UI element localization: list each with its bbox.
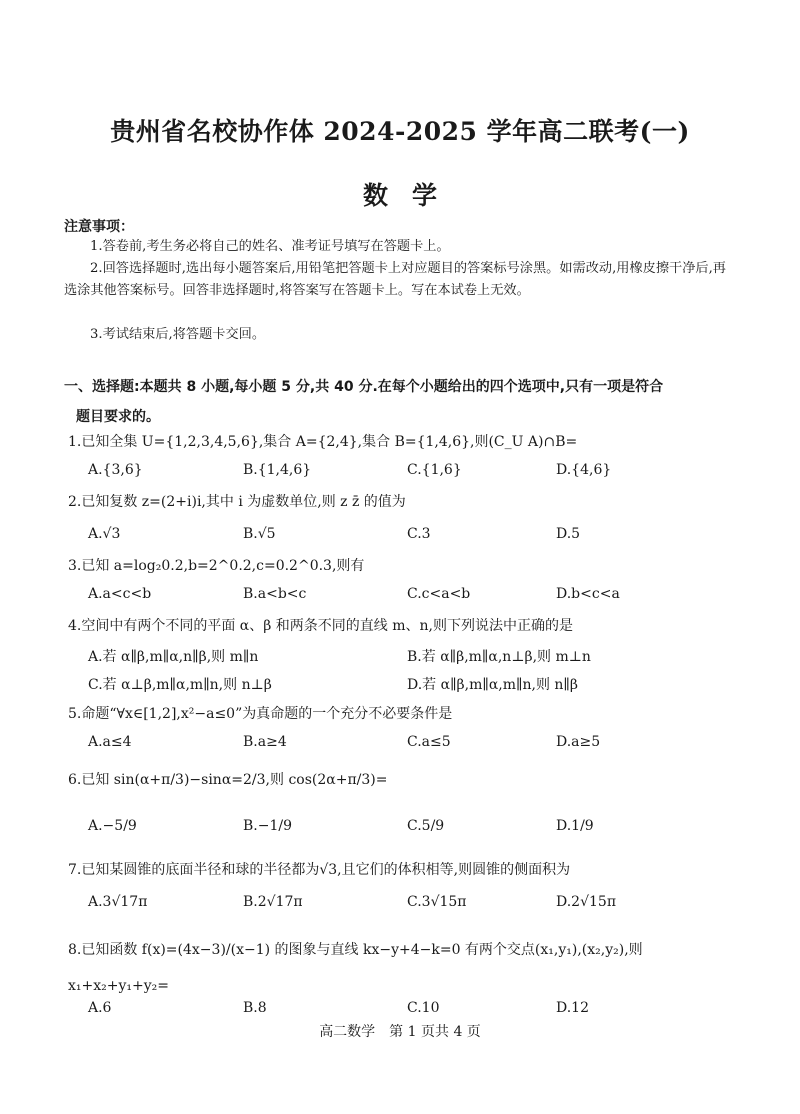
question-3-options <box>88 586 748 608</box>
question-4-stem <box>68 616 738 636</box>
question-2-options <box>88 526 748 548</box>
question-6-options <box>88 818 748 840</box>
question-7-text: 7.已知某圆锥的底面半径和球的半径都为√3,且它们的体积相等,则圆锥的侧面积为 <box>68 862 571 878</box>
question-4-text: 4.空间中有两个不同的平面 α、β 和两条不同的直线 m、n,则下列说法中正确的是 <box>68 618 573 634</box>
q2-option-b[interactable]: B.√5 <box>243 526 276 542</box>
question-1-stem <box>68 432 738 452</box>
section-heading-line1: 一、选择题:本题共 8 小题,每小题 5 分,共 40 分.在每个小题给出的四个选项中,只有一项是符合 <box>64 379 664 395</box>
question-8-text: 8.已知函数 f(x)=(4x−3)/(x−1) 的图象与直线 kx−y+4−k=0 有两个交点(x₁,y₁),(x₂,y₂),则 x₁+x₂+y₁+y₂= <box>68 942 643 994</box>
section-heading <box>64 372 736 432</box>
question-6-stem <box>68 770 738 790</box>
q4-option-c[interactable]: C.若 α⊥β,m∥α,m∥n,则 n⊥β <box>88 677 272 693</box>
q7-option-d[interactable]: D.2√15π <box>556 894 617 910</box>
question-7-stem <box>68 860 738 880</box>
question-5-stem <box>68 704 738 724</box>
page-footer: 高二数学 第 1 页共 4 页 <box>319 1024 481 1040</box>
q1-option-d[interactable]: D.{4,6} <box>556 462 612 478</box>
q1-option-c[interactable]: C.{1,6} <box>407 462 462 478</box>
q5-option-c[interactable]: C.a≤5 <box>407 734 451 750</box>
q6-option-b[interactable]: B.−1/9 <box>243 818 292 834</box>
question-5-text: 5.命题“∀x∈[1,2],x²−a≤0”为真命题的一个充分不必要条件是 <box>68 706 453 722</box>
q8-option-c[interactable]: C.10 <box>407 1000 440 1016</box>
question-3-text: 3.已知 a=log₂0.2,b=2^0.2,c=0.2^0.3,则有 <box>68 558 365 574</box>
q3-option-b[interactable]: B.a<b<c <box>243 586 307 602</box>
question-1-options <box>88 462 748 484</box>
q7-option-c[interactable]: C.3√15π <box>407 894 467 910</box>
q5-option-d[interactable]: D.a≥5 <box>556 734 601 750</box>
question-7-options <box>88 894 748 916</box>
notice-heading: 注意事项： <box>64 219 134 235</box>
notice-item-1: 1.答卷前,考生务必将自己的姓名、准考证号填写在答题卡上。 <box>90 239 450 254</box>
q3-option-a[interactable]: A.a<c<b <box>88 586 152 602</box>
question-1-text: 1.已知全集 U={1,2,3,4,5,6},集合 A={2,4},集合 B={1,4,6},则(C_U A)∩B= <box>68 434 578 450</box>
q6-option-d[interactable]: D.1/9 <box>556 818 594 834</box>
q1-option-a[interactable]: A.{3,6} <box>88 462 143 478</box>
q7-option-a[interactable]: A.3√17π <box>88 894 148 910</box>
q4-option-a[interactable]: A.若 α∥β,m∥α,n∥β,则 m∥n <box>88 649 259 665</box>
q1-option-b[interactable]: B.{1,4,6} <box>243 462 312 478</box>
question-8-stem <box>68 932 728 1004</box>
question-2-stem <box>68 492 738 512</box>
q4-option-d[interactable]: D.若 α∥β,m∥α,m∥n,则 n∥β <box>407 677 578 693</box>
q5-option-b[interactable]: B.a≥4 <box>243 734 287 750</box>
q8-option-b[interactable]: B.8 <box>243 1000 267 1016</box>
notice-item-3: 3.考试结束后,将答题卡交回。 <box>90 327 266 342</box>
question-8-options <box>88 1000 748 1022</box>
q2-option-a[interactable]: A.√3 <box>88 526 121 542</box>
q3-option-d[interactable]: D.b<c<a <box>556 586 620 602</box>
q2-option-c[interactable]: C.3 <box>407 526 431 542</box>
q8-option-d[interactable]: D.12 <box>556 1000 589 1016</box>
q6-option-c[interactable]: C.5/9 <box>407 818 445 834</box>
exam-title: 贵州省名校协作体 2024-2025 学年高二联考(一) <box>110 117 690 146</box>
q2-option-d[interactable]: D.5 <box>556 526 581 542</box>
notice-item-2: 2.回答选择题时,选出每小题答案后,用铅笔把答题卡上对应题目的答案标号涂黑。如需改动,用橡皮擦干净后,再选涂其他答案标号。回答非选择题时,将答案写在答题卡上。写在本试卷上无效。 <box>64 261 726 298</box>
question-6-text: 6.已知 sin(α+π/3)−sinα=2/3,则 cos(2α+π/3)= <box>68 772 388 788</box>
question-5-options <box>88 734 748 756</box>
q7-option-b[interactable]: B.2√17π <box>243 894 303 910</box>
q8-option-a[interactable]: A.6 <box>88 1000 112 1016</box>
question-3-stem <box>68 556 738 576</box>
question-2-text: 2.已知复数 z=(2+i)i,其中 i 为虚数单位,则 z z̄ 的值为 <box>68 494 406 510</box>
q4-option-b[interactable]: B.若 α∥β,m∥α,n⊥β,则 m⊥n <box>407 649 591 665</box>
section-heading-line2: 题目要求的。 <box>76 409 160 425</box>
question-4-options-row2 <box>88 674 748 696</box>
subject-title: 数学 <box>362 181 461 210</box>
q6-option-a[interactable]: A.−5/9 <box>88 818 137 834</box>
q5-option-a[interactable]: A.a≤4 <box>88 734 132 750</box>
q3-option-c[interactable]: C.c<a<b <box>407 586 471 602</box>
question-4-options-row1 <box>88 646 748 668</box>
